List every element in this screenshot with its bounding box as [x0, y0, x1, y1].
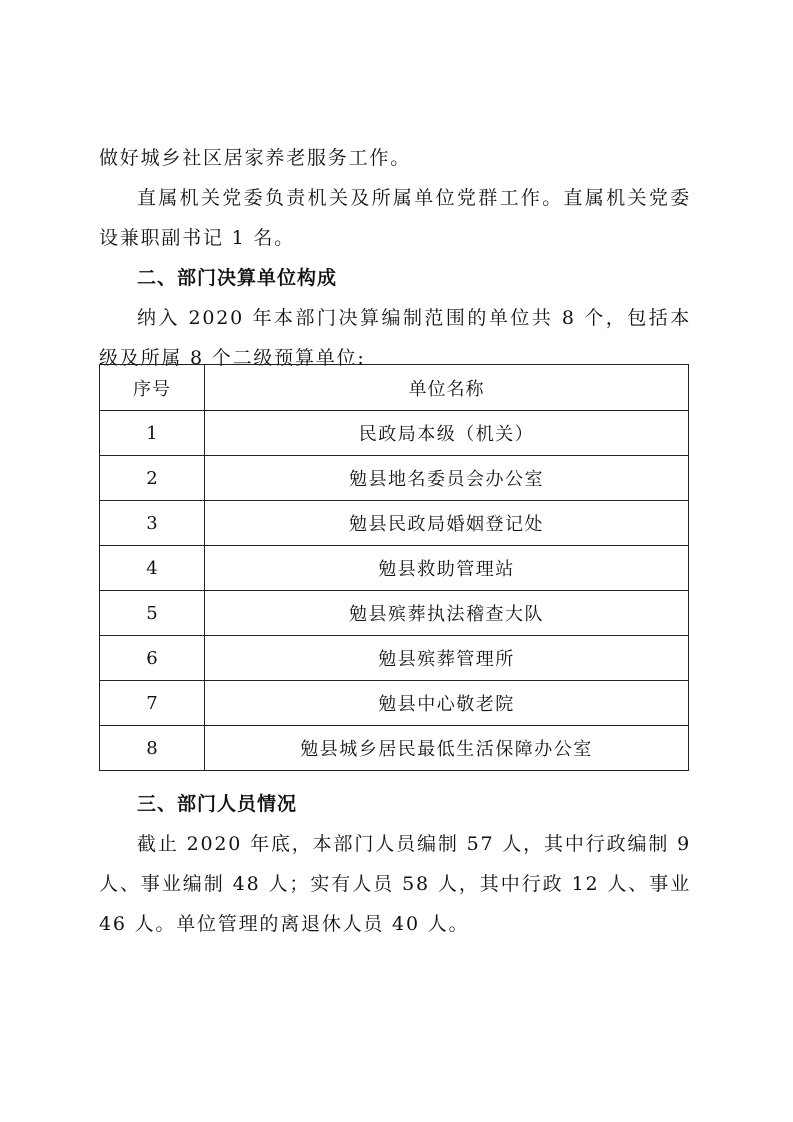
- table-row: [100, 636, 689, 681]
- table-header-row: [100, 365, 689, 411]
- row-index: 6: [100, 636, 205, 681]
- row-unit-name: 勉县民政局婚姻登记处: [205, 501, 689, 546]
- table-row: [100, 681, 689, 726]
- section-heading-units: 二、部门决算单位构成: [137, 267, 338, 289]
- table-row: [100, 501, 689, 546]
- paragraph-units-intro: 纳入 2020 年本部门决算编制范围的单位共 8 个，包括本级及所属 8 个二级预算单位:: [99, 307, 691, 369]
- row-index: 5: [100, 591, 205, 636]
- column-header-unit-name: 单位名称: [205, 365, 689, 411]
- table-row: [100, 591, 689, 636]
- row-index: 7: [100, 681, 205, 726]
- table-row: [100, 456, 689, 501]
- row-unit-name: 民政局本级（机关）: [205, 411, 689, 456]
- row-index: 4: [100, 546, 205, 591]
- column-header-index: 序号: [100, 365, 205, 411]
- table-row: [100, 726, 689, 771]
- row-index: 2: [100, 456, 205, 501]
- row-unit-name: 勉县殡葬管理所: [205, 636, 689, 681]
- unit-table: [99, 364, 689, 771]
- row-index: 3: [100, 501, 205, 546]
- row-unit-name: 勉县中心敬老院: [205, 681, 689, 726]
- section-heading-staff: 三、部门人员情况: [137, 793, 298, 815]
- paragraph-continuation: 做好城乡社区居家养老服务工作。: [99, 147, 412, 169]
- row-index: 1: [100, 411, 205, 456]
- paragraph-staff-details: 截止 2020 年底，本部门人员编制 57 人，其中行政编制 9 人、事业编制 48 人；实有人员 58 人，其中行政 12 人、事业 46 人。单位管理的离退休人员 40 人。: [99, 833, 691, 935]
- row-unit-name: 勉县城乡居民最低生活保障办公室: [205, 726, 689, 771]
- table-row: [100, 546, 689, 591]
- row-index: 8: [100, 726, 205, 771]
- table-row: [100, 411, 689, 456]
- paragraph-party-committee: 直属机关党委负责机关及所属单位党群工作。直属机关党委设兼职副书记 1 名。: [99, 187, 691, 249]
- row-unit-name: 勉县殡葬执法稽查大队: [205, 591, 689, 636]
- row-unit-name: 勉县救助管理站: [205, 546, 689, 591]
- row-unit-name: 勉县地名委员会办公室: [205, 456, 689, 501]
